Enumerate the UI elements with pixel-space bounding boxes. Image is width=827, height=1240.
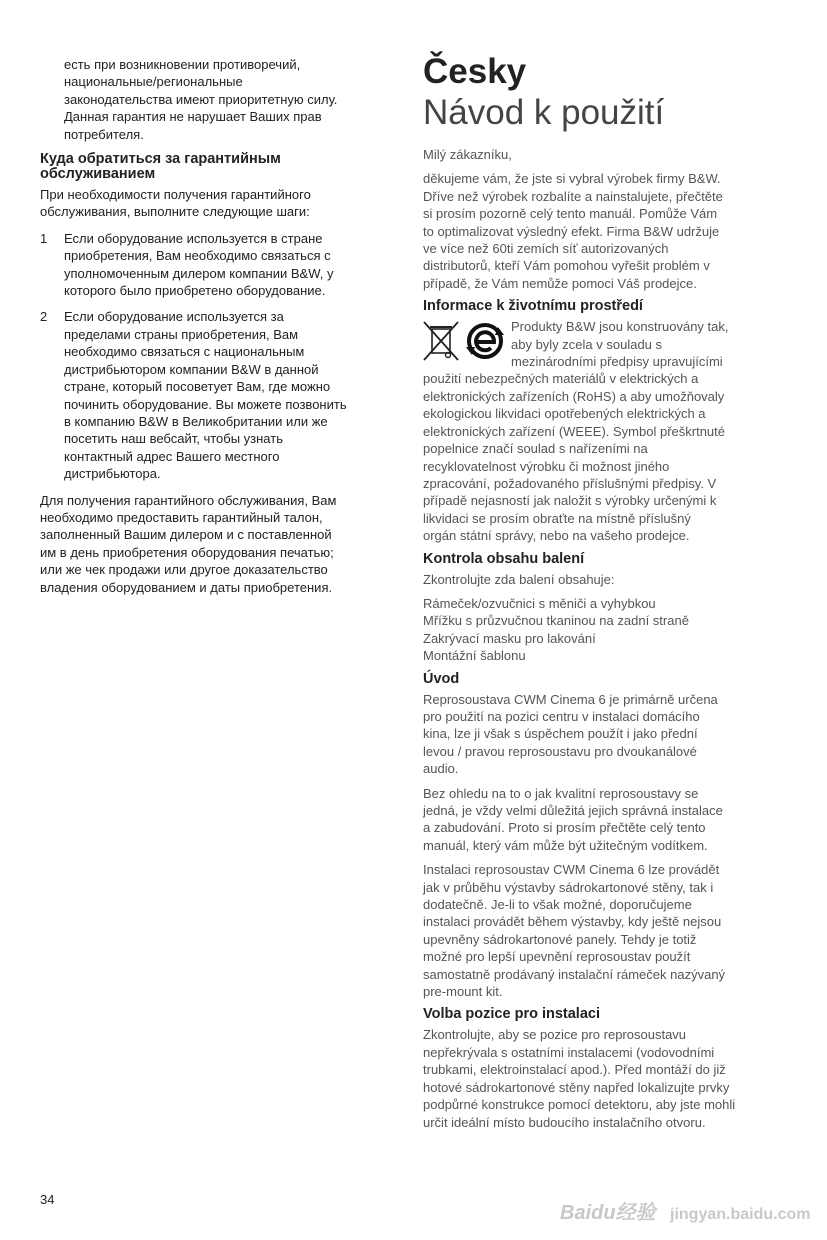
warranty-lead: При необходимости получения гарантийного обслуживания, выполните следующие шаги: — [40, 187, 311, 220]
rohs-e-recycle-icon — [465, 321, 505, 361]
warranty-intro: есть при возникновении противоречий, национальные/региональные законодательства имеют приоритетную силу. Данная гарантия не нарушает Ваших прав потребителя. — [64, 57, 338, 142]
step-number: 2 — [40, 309, 48, 325]
page-title: Česky — [423, 52, 527, 91]
left-column — [40, 56, 408, 605]
greeting: Milý zákazníku, — [423, 147, 512, 162]
step-text: Если оборудование используется в стране приобретения, Вам необходимо связаться с уполномоченным дилером компании B&W, у которого было приобретено оборудование. — [64, 230, 334, 299]
warranty-heading: Куда обратиться за гарантийным обслуживанием — [40, 151, 281, 183]
package-heading: Kontrola obsahu balení — [423, 550, 585, 567]
warranty-closing: Для получения гарантийного обслуживания, Вам необходимо предоставить гарантийный талон, заполненный Вашим дилером и с поставленной им в день приобретения оборудования печатью; или же чек продажи или другое доказательство владения оборудованием и даты приобретения. — [40, 492, 337, 595]
baidu-watermark — [560, 1196, 810, 1225]
page-subtitle: Návod k použití — [423, 93, 665, 132]
position-paragraph: Zkontrolujte, aby se pozice pro reprosoustavu nepřekrývala s ostatními instalacemi (vodovodními trubkami, elektroinstalací apod.). Před montáží do již hotové sádrokartonové stěny napřed lokalizujte prvky podpůrné konstrukce pomocí detektoru, aby jste mohli určit ideální místo budoucího instalačního otvoru. — [423, 1027, 736, 1130]
warranty-steps — [40, 230, 408, 483]
env-heading: Informace k životnímu prostředí — [423, 298, 643, 315]
page-number: 34 — [40, 1192, 55, 1207]
intro-paragraph-2: Bez ohledu na to o jak kvalitní reprosoustavy se jedná, je vždy velmi důležitá jejich správná instalace a zabudování. Proto si prosím přečtěte celý tento manuál, který vám může být užitečným vodítkem. — [423, 785, 723, 853]
list-item — [40, 230, 408, 300]
watermark-url: jingyan.baidu.com — [670, 1206, 811, 1223]
step-number: 1 — [40, 230, 48, 246]
env-section — [423, 318, 793, 544]
welcome-paragraph: děkujeme vám, že jste si vybral výrobek firmy B&W. Dříve než výrobek rozbalíte a nainstalujete, přečtěte si prosím pozorně celý tento manuál. Pomůže Vám to optimalizovat výsledný efekt. Firma B&W udržuje ve více než 60ti zemích síť autorizovaných distributorů, kteří Vám pomohou vyřešit problém v případě, že Vám nemůže pomoci Váš prodejce. — [423, 171, 723, 291]
watermark-logo: Baidu经验 — [560, 1202, 656, 1224]
list-item — [40, 308, 408, 482]
package-items: Rámeček/ozvučnici s měniči a vyhybkou Mřížku s průzvučnou tkaninou na zadní straně Zakrývací masku pro lakování Montážní šablonu — [423, 595, 689, 664]
position-heading: Volba pozice pro instalaci — [423, 1006, 600, 1023]
weee-crossed-bin-icon — [421, 319, 461, 363]
intro-paragraph-3: Instalaci reprosoustav CWM Cinema 6 lze provádět jak v průběhu výstavby sádrokartonové stěny, tak i dodatečně. Je-li to však možné, doporučujeme instalaci provádět během výstavby, kdy ještě nejsou upevněny sádrokartonové panely. Tehdy je totiž možné pro lepší upevnění reprosoustav použít samostatně prodávaný instalační rámeček nazývaný pre-mount kit. — [423, 862, 726, 1000]
package-lead: Zkontrolujte zda balení obsahuje: — [423, 571, 615, 587]
env-paragraph: Produkty B&W jsou konstruovány tak, aby byly zcela v souladu s mezinárodními předpisy upravujícími použití nebezpečných materiálů v elektrických a elektronických zařízeních (RoHS) a aby umožňovaly ekologickou likvidaci opotřebených elektrických a elektronických zařízení (WEEE). Symbol přeškrtnuté popelnice značí soulad s nařízeními na recyklovatelnost výrobku či možnost jiného zpracování, požadovaného příslušnými předpisy. V případě nejasností jak naložit s výrobky určenými k likvidaci se prosím obraťte na místně příslušný orgán státní správy, nebo na vašeho prodejce. — [423, 319, 729, 544]
env-icons — [421, 316, 511, 366]
intro-heading: Úvod — [423, 670, 460, 687]
intro-paragraph-1: Reprosoustava CWM Cinema 6 je primárně určena pro použití na pozici centru v instalaci domácího kina, lze ji však s úspěchem použít i jako přední levou / pravou reprosoustavu pro dvoukanálové audio. — [423, 691, 718, 777]
step-text: Если оборудование используется за пределами страны приобретения, Вам необходимо связаться с национальным дистрибьютором компании B&W в данной стране, который посоветует Вам, где можно починить оборудование. Вы можете позвонить в компанию B&W в Великобритании или же посетить наш вебсайт, чтобы узнать контактный адрес Вашего местного дистрибьютора. — [64, 309, 347, 482]
right-column — [423, 52, 793, 1138]
